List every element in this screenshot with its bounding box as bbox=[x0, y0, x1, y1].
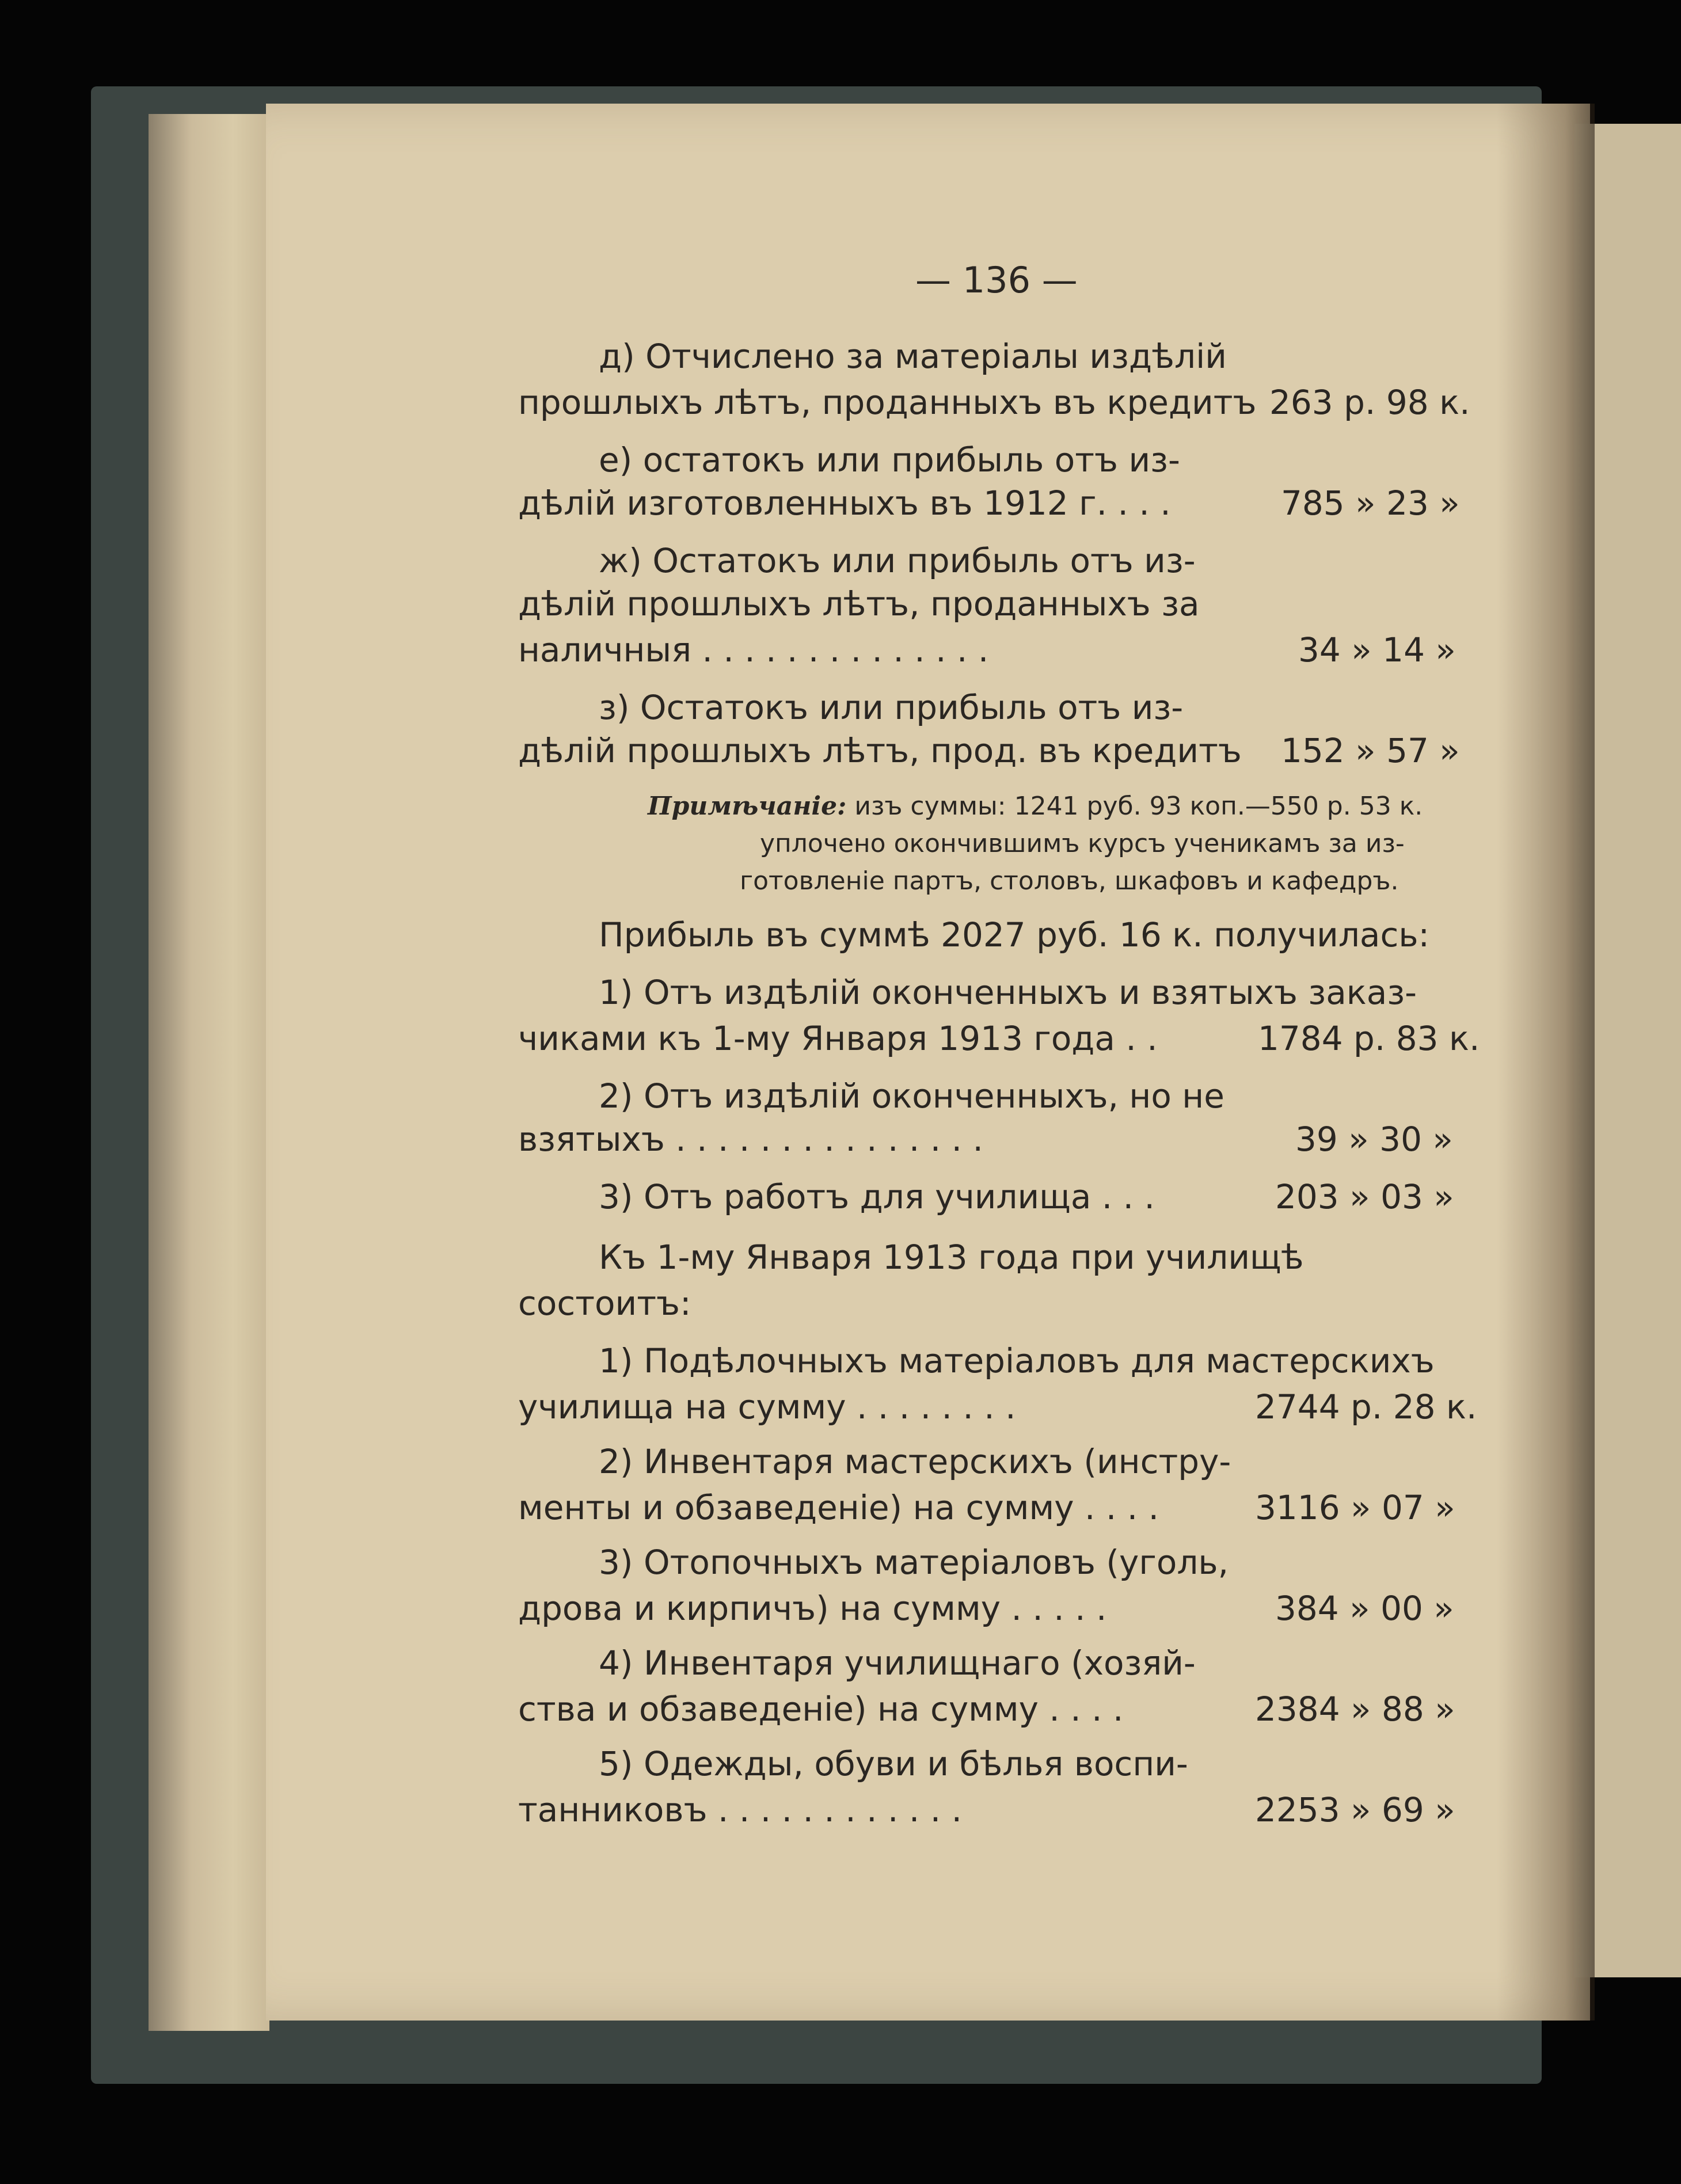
entry-line: з) Остатокъ или прибыль отъ из- bbox=[599, 688, 1184, 727]
inventory-amount: 384 » 00 » bbox=[1275, 1589, 1454, 1628]
note-text: изъ суммы: 1241 руб. 93 коп.—550 р. 53 к. bbox=[854, 792, 1423, 821]
page-number: — 136 — bbox=[915, 259, 1078, 301]
entry-amount: 785 » 23 » bbox=[1281, 484, 1460, 523]
inventory-amount: 3116 » 07 » bbox=[1255, 1488, 1455, 1527]
entry-line: дѣлій изготовленныхъ въ 1912 г. . . . bbox=[518, 484, 1171, 523]
section-heading: Къ 1-му Января 1913 года при училищѣ bbox=[599, 1238, 1304, 1277]
note-first-line bbox=[648, 792, 1423, 821]
entry-amount: 263 р. 98 к. bbox=[1269, 383, 1470, 422]
inventory-amount: 2253 » 69 » bbox=[1255, 1790, 1455, 1829]
inventory-line: 1) Подѣлочныхъ матеріаловъ для мастерскихъ bbox=[599, 1341, 1435, 1380]
note-text: уплочено окончившимъ курсъ ученикамъ за из- bbox=[760, 829, 1405, 858]
profit-amount: 39 » 30 » bbox=[1295, 1120, 1453, 1159]
entry-line: е) остатокъ или прибыль отъ из- bbox=[599, 440, 1180, 480]
note-label: Примѣчаніе: bbox=[648, 792, 847, 821]
note-text: готовленіе партъ, столовъ, шкафовъ и кафедръ. bbox=[740, 866, 1399, 896]
section-heading: Прибыль въ суммѣ 2027 руб. 16 к. получилась: bbox=[599, 915, 1430, 954]
inventory-line: 5) Одежды, обуви и бѣлья воспи- bbox=[599, 1744, 1188, 1783]
profit-amount: 1784 р. 83 к. bbox=[1258, 1019, 1480, 1058]
entry-line: д) Отчислено за матеріалы издѣлій bbox=[599, 337, 1227, 376]
profit-line: взятыхъ . . . . . . . . . . . . . . . bbox=[518, 1120, 983, 1159]
profit-line: 1) Отъ издѣлій оконченныхъ и взятыхъ заказ- bbox=[599, 973, 1417, 1012]
entry-line: ж) Остатокъ или прибыль отъ из- bbox=[599, 541, 1196, 580]
entry-line: дѣлій прошлыхъ лѣтъ, прод. въ кредитъ bbox=[518, 731, 1242, 770]
profit-line: 3) Отъ работъ для училища . . . bbox=[599, 1177, 1155, 1216]
inventory-line: 2) Инвентаря мастерскихъ (инстру- bbox=[599, 1442, 1231, 1481]
entry-amount: 152 » 57 » bbox=[1281, 731, 1460, 770]
entry-amount: 34 » 14 » bbox=[1298, 630, 1456, 669]
page-edges bbox=[149, 114, 269, 2031]
entry-line: наличныя . . . . . . . . . . . . . . bbox=[518, 630, 989, 669]
inventory-line: училища на сумму . . . . . . . . bbox=[518, 1387, 1016, 1426]
inventory-line: менты и обзаведеніе) на сумму . . . . bbox=[518, 1488, 1159, 1527]
inventory-line: 3) Отопочныхъ матеріаловъ (уголь, bbox=[599, 1543, 1229, 1582]
section-heading: состоитъ: bbox=[518, 1284, 691, 1323]
entry-line: дѣлій прошлыхъ лѣтъ, проданныхъ за bbox=[518, 584, 1200, 623]
inventory-line: танниковъ . . . . . . . . . . . . bbox=[518, 1790, 963, 1829]
entry-line: прошлыхъ лѣтъ, проданныхъ въ кредитъ bbox=[518, 383, 1257, 422]
inventory-amount: 2384 » 88 » bbox=[1255, 1690, 1455, 1729]
inventory-line: 4) Инвентаря училищнаго (хозяй- bbox=[599, 1643, 1196, 1683]
inventory-line: дрова и кирпичъ) на сумму . . . . . bbox=[518, 1589, 1107, 1628]
binding-shadow bbox=[1497, 104, 1595, 2021]
profit-line: 2) Отъ издѣлій оконченныхъ, но не bbox=[599, 1076, 1224, 1116]
profit-line: чиками къ 1-му Января 1913 года . . bbox=[518, 1019, 1158, 1058]
inventory-amount: 2744 р. 28 к. bbox=[1255, 1387, 1477, 1426]
profit-amount: 203 » 03 » bbox=[1275, 1177, 1454, 1216]
inventory-line: ства и обзаведеніе) на сумму . . . . bbox=[518, 1690, 1124, 1729]
